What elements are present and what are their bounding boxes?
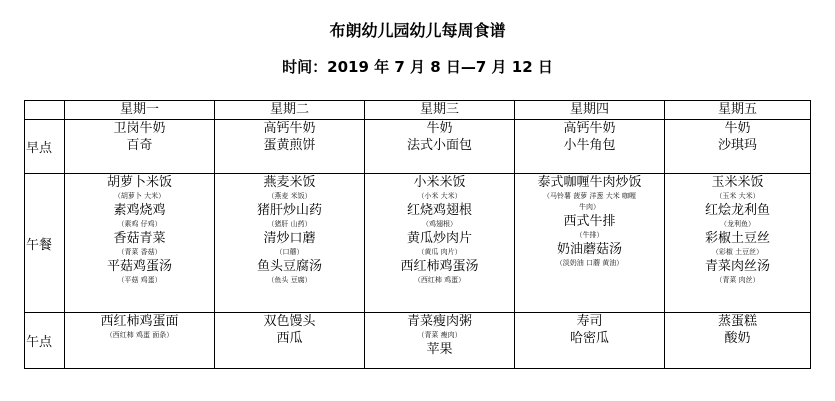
dish-ingredients: （小米 大米） [417, 192, 462, 200]
lunch-cell [665, 174, 811, 313]
lunch-cell [365, 174, 515, 313]
dish-name: 沙琪玛 [717, 138, 757, 153]
breakfast-cell [65, 120, 215, 174]
dish-name: 高钙牛奶 [263, 121, 316, 136]
dish-name: 清炒口蘑 [263, 231, 316, 246]
dish-ingredients: （黄瓜 肉片） [417, 248, 462, 256]
page-title: 布朗幼儿园幼儿每周食谱 [329, 21, 506, 40]
dish-name: 百奇 [126, 138, 153, 153]
snack-cell [215, 313, 365, 369]
day-header: 星期二 [215, 101, 365, 120]
dish-ingredients: （鱼头 豆腐） [267, 276, 312, 284]
dish-ingredients: （青菜 瘦肉） [417, 331, 462, 339]
breakfast-cell [515, 120, 665, 174]
breakfast-row [25, 120, 811, 174]
dish-name: 奶油蘑菇汤 [556, 242, 622, 257]
dish-name: 胡萝卜米饭 [106, 175, 172, 190]
snack-cell [65, 313, 215, 369]
dish-name: 彩椒土豆丝 [704, 231, 770, 246]
dish-name: 蒸蛋糕 [717, 314, 757, 329]
dish-name: 红烧鸡翅根 [406, 203, 472, 218]
dish-ingredients: （马铃薯 菠萝 洋葱 大米 咖喱 [543, 192, 636, 200]
dish-name: 西式牛排 [563, 214, 616, 229]
snack-row [25, 313, 811, 369]
lunch-cell [65, 174, 215, 313]
dish-name: 猪肝炒山药 [256, 203, 322, 218]
day-header: 星期四 [515, 101, 665, 120]
dish-name: 鱼头豆腐汤 [256, 259, 322, 274]
dish-ingredients: （猪肝 山药） [267, 220, 312, 228]
snack-cell [365, 313, 515, 369]
day-header: 星期五 [665, 101, 811, 120]
dish-name: 西红柿鸡蛋面 [100, 314, 179, 329]
weekly-menu-table [24, 100, 811, 369]
dish-ingredients: （淡奶油 口蘑 黄油） [555, 259, 624, 267]
dish-ingredients: （素鸡 仔鸡） [117, 220, 162, 228]
dish-name: 小米米饭 [413, 175, 466, 190]
dish-name: 牛奶 [724, 121, 751, 136]
snack-cell [515, 313, 665, 369]
breakfast-cell [215, 120, 365, 174]
day-header: 星期一 [65, 101, 215, 120]
dish-ingredients: （青菜 香菇） [117, 248, 162, 256]
dish-name: 酸奶 [724, 331, 751, 346]
dish-name: 黄瓜炒肉片 [406, 231, 472, 246]
dish-name: 哈密瓜 [569, 331, 609, 346]
dish-ingredients: 牛肉） [579, 203, 600, 211]
lunch-cell [215, 174, 365, 313]
corner-cell [25, 101, 65, 120]
dish-name: 青菜瘦肉粥 [406, 314, 472, 329]
dish-ingredients: （西红柿 鸡蛋 面条） [105, 331, 174, 339]
dish-name: 高钙牛奶 [563, 121, 616, 136]
dish-name: 法式小面包 [406, 138, 472, 153]
dish-ingredients: （青菜 肉丝） [715, 276, 760, 284]
dish-name: 泰式咖喱牛肉炒饭 [537, 175, 642, 190]
dish-name: 西红柿鸡蛋汤 [400, 259, 479, 274]
meal-label: 早点 [25, 120, 65, 174]
dish-ingredients: （彩椒 土豆丝） [711, 248, 764, 256]
dish-name: 玉米米饭 [711, 175, 764, 190]
dish-name: 青菜肉丝汤 [704, 259, 770, 274]
dish-name: 素鸡烧鸡 [113, 203, 166, 218]
meal-label: 午餐 [25, 174, 65, 313]
dish-name: 小牛角包 [563, 138, 616, 153]
day-header: 星期三 [365, 101, 515, 120]
meal-label: 午点 [25, 313, 65, 369]
dish-ingredients: （胡萝卜 大米） [113, 192, 166, 200]
dish-ingredients: （牛排） [575, 231, 604, 239]
dish-ingredients: （玉米 大米） [715, 192, 760, 200]
lunch-cell [515, 174, 665, 313]
dish-ingredients: （鸡翅根） [422, 220, 457, 228]
header-row [25, 101, 811, 120]
dish-name: 双色馒头 [263, 314, 316, 329]
breakfast-cell [665, 120, 811, 174]
dish-ingredients: （燕麦 米饭） [267, 192, 312, 200]
dish-name: 牛奶 [426, 121, 453, 136]
dish-name: 香菇青菜 [113, 231, 166, 246]
dish-name: 苹果 [426, 342, 453, 357]
dish-ingredients: （西红柿 鸡蛋） [413, 276, 466, 284]
dish-name: 燕麦米饭 [263, 175, 316, 190]
dish-ingredients: （平菇 鸡蛋） [117, 276, 162, 284]
lunch-row [25, 174, 811, 313]
dish-ingredients: （口蘑） [275, 248, 304, 256]
snack-cell [665, 313, 811, 369]
dish-name: 红烩龙利鱼 [704, 203, 770, 218]
dish-name: 寿司 [576, 314, 603, 329]
dish-name: 西瓜 [276, 331, 303, 346]
dish-name: 平菇鸡蛋汤 [106, 259, 172, 274]
dish-name: 卫岗牛奶 [113, 121, 166, 136]
dish-name: 蛋黄煎饼 [263, 138, 316, 153]
dish-ingredients: （龙利鱼） [720, 220, 755, 228]
date-range: 时间：2019 年 7 月 8 日—7 月 12 日 [282, 58, 553, 76]
breakfast-cell [365, 120, 515, 174]
